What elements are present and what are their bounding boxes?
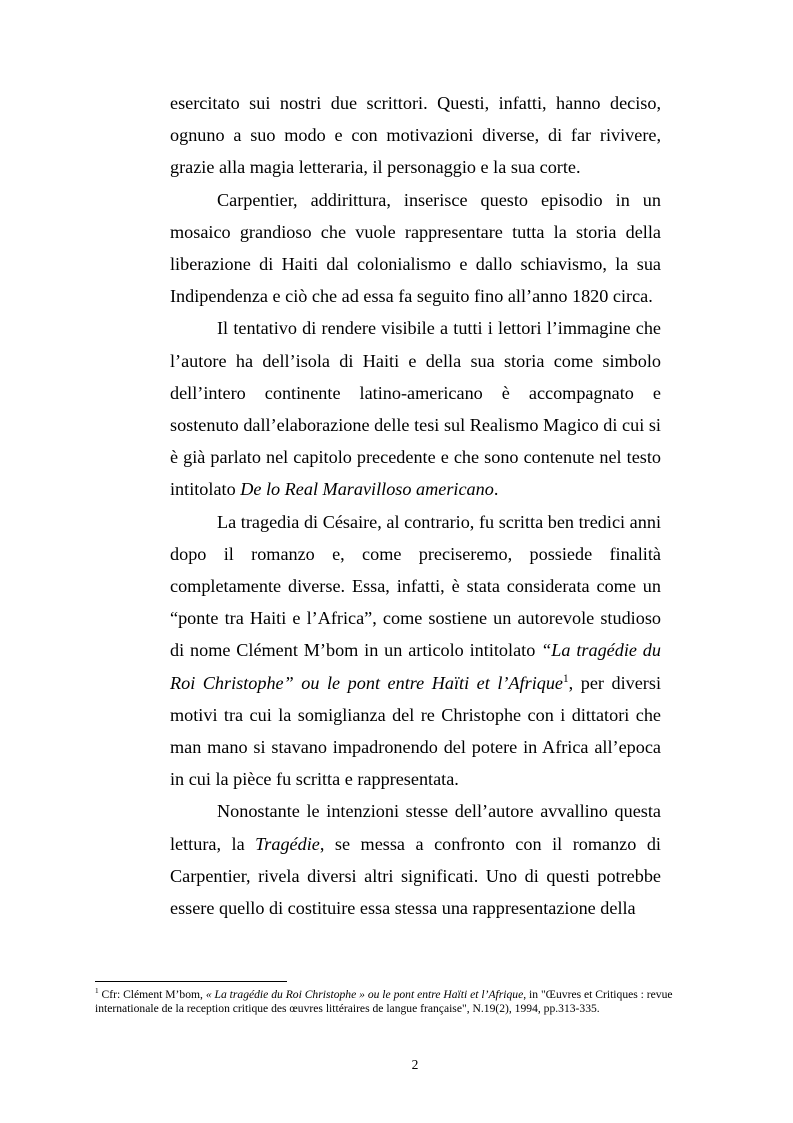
page-number: 2 (411, 1057, 419, 1072)
text-run: Il tentativo di rendere visibile a tutti i lettori l’immagine che l’autore ha dell’isola di Haiti e della sua storia come simbolo dell’intero continente latino-americano è accompagnato e sostenuto dall’elaborazione delle tesi sul Realismo Magico di cui si è già parlato nel capitolo precedente e che sono contenute nel testo intitolato (170, 318, 661, 500)
footnote-marker: 1 (95, 987, 99, 996)
text-run: . (493, 479, 499, 500)
text-run: esercitato sui nostri due scrittori. Questi, infatti, hanno deciso, ognuno a suo modo e con motivazioni diverse, di far rivivere, grazie alla magia letteraria, il personaggio e la sua corte. (170, 93, 661, 178)
paragraph (170, 87, 661, 184)
italic-text: « La tragédie du Roi Christophe » ou le pont entre Haïti et l’Afrique (205, 988, 524, 1001)
footnote-marker: 1 (563, 672, 569, 685)
text-run: , in "Œuvres et Critiques : revue internationale de la reception critique des œuvres littéraires de langue française", N.19(2), 1994, pp.313-335. (95, 988, 673, 1015)
italic-text: Tragédie (255, 833, 320, 854)
paragraph (170, 312, 661, 505)
text-run: La tragedia di Césaire, al contrario, fu scritta ben tredici anni dopo il romanzo e, come preciseremo, possiede finalità completamente diverse. Essa, infatti, è stata considerata come un “ponte tra Haiti e l’Africa”, come sostiene un autorevole studioso di nome Clément M’bom in un articolo intitolato (170, 511, 661, 661)
paragraph (170, 795, 661, 924)
footnote (95, 988, 695, 1016)
italic-text: De lo Real Maravilloso americano (240, 479, 494, 500)
paragraph (170, 506, 661, 796)
text-run: Nonostante le intenzioni stesse dell’autore avvallino questa lettura, la (170, 801, 661, 854)
footnote-separator (95, 981, 287, 982)
text-run: Carpentier, addirittura, inserisce questo episodio in un mosaico grandioso che vuole rappresentare tutta la storia della liberazione di Haiti dal colonialismo e dallo schiavismo, la sua Indipendenza e ciò che ad essa fa seguito fino all’anno 1820 circa. (170, 189, 661, 307)
paragraph (170, 184, 661, 313)
body-text (170, 87, 661, 924)
text-run: Cfr: Clément M’bom, (98, 988, 206, 1001)
text-run: , per diversi motivi tra cui la somiglianza del re Christophe con i dittatori che man mano si stavano impadronendo del potere in Africa all’epoca in cui la pièce fu scritta e rappresentata. (170, 672, 661, 790)
text-run: , se messa a confronto con il romanzo di Carpentier, rivela diversi altri significati. Uno di questi potrebbe essere quello di costituire essa stessa una rappresentazione della (170, 833, 661, 919)
italic-text: “La tragédie du Roi Christophe” ou le pont entre Haïti et l’Afrique (170, 640, 661, 693)
